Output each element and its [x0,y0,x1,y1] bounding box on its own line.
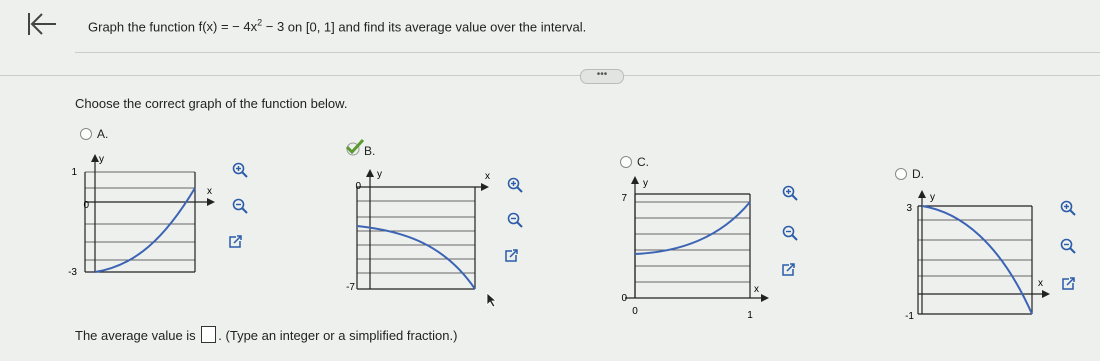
answer-line: The average value is . (Type an integer or a simplified fraction.) [75,328,458,343]
y-tick-label: 7 [621,193,627,204]
option-d-radio[interactable] [895,168,907,180]
mouse-cursor-icon [486,292,498,308]
external-link-icon [503,248,519,264]
interval: [0, 1] [305,19,335,35]
zoom-in-button[interactable] [505,175,525,195]
x-tick-label: 0 [632,306,638,317]
option-d-graph[interactable] [890,186,1060,326]
zoom-out-button[interactable] [780,223,800,243]
x-axis-label: x [754,284,759,295]
zoom-out-button[interactable] [230,196,250,216]
divider [75,52,1100,53]
y-tick-label: 0 [83,200,89,211]
external-link-icon [1060,276,1076,292]
open-graph-button[interactable] [1058,274,1078,294]
open-graph-button[interactable] [501,246,521,266]
zoom-in-icon [782,185,798,201]
option-c-radio[interactable] [620,156,632,168]
x-axis-label: x [1038,278,1043,289]
more-button[interactable]: ••• [580,69,624,84]
y-axis-label: y [643,178,648,189]
open-graph-button[interactable] [778,260,798,280]
option-c-label: C. [637,155,649,169]
y-tick-label: -1 [905,311,914,322]
zoom-out-button[interactable] [1058,236,1078,256]
external-link-icon [227,234,243,250]
y-tick-label: -3 [68,267,77,278]
option-b-label: B. [364,144,376,158]
y-tick-label: 0 [355,181,361,192]
x-axis-label: x [207,186,212,197]
option-b-graph[interactable] [335,165,505,300]
function-expression: f(x) = − $4x^2 - 3$ [198,18,285,35]
y-tick-label: -7 [346,282,355,293]
open-graph-button[interactable] [225,232,245,252]
y-tick-label: 3 [906,203,912,214]
y-axis-label: y [930,192,935,203]
option-a-graph[interactable] [55,150,225,285]
zoom-out-button[interactable] [505,210,525,230]
external-link-icon [780,262,796,278]
divider [0,75,1100,76]
zoom-in-button[interactable] [230,160,250,180]
y-tick-label: 1 [71,167,77,178]
zoom-in-icon [507,177,523,193]
y-tick-label: 0 [621,293,627,304]
y-axis-label: y [377,169,382,180]
question-text: Graph the function f(x) = − $4x^2 - 3$ on [0, 1] and find its average value over the interval. [88,18,587,35]
zoom-out-icon [1060,238,1076,254]
option-c-graph[interactable] [610,172,785,322]
zoom-out-icon [782,225,798,241]
zoom-in-icon [232,162,248,178]
option-d-label: D. [912,167,924,181]
zoom-out-icon [232,198,248,214]
checkmark-icon [344,138,366,156]
x-tick-label: 1 [747,310,753,321]
zoom-in-button[interactable] [780,183,800,203]
zoom-out-icon [507,212,523,228]
average-value-input[interactable] [201,326,216,343]
back-arrow-icon [26,10,58,38]
back-button[interactable] [26,10,58,38]
zoom-in-icon [1060,200,1076,216]
prompt-text: Choose the correct graph of the function below. [75,96,348,111]
y-axis-label: y [99,154,104,165]
x-axis-label: x [485,171,490,182]
zoom-in-button[interactable] [1058,198,1078,218]
option-a-label: A. [97,127,109,141]
option-a-radio[interactable] [80,128,92,140]
